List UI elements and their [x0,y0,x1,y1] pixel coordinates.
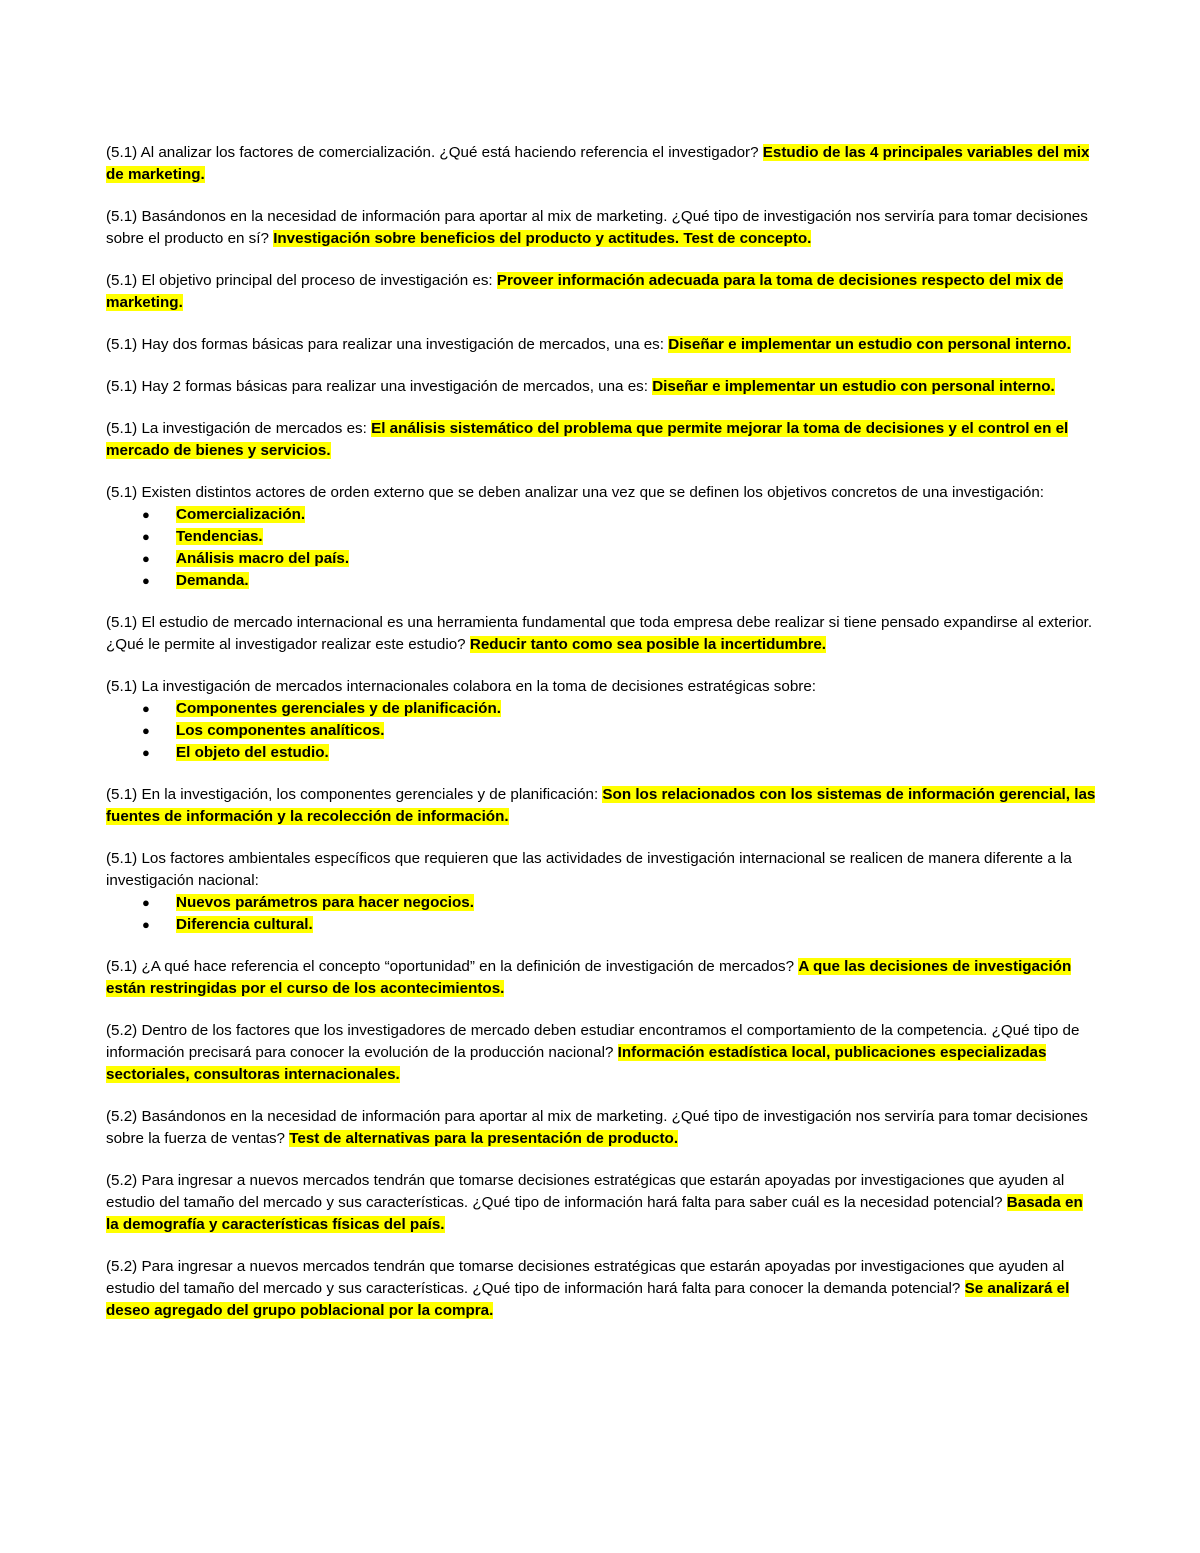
list-item [142,570,1096,592]
qa-item [106,956,1096,1000]
question-text: (5.1) La investigación de mercados internacionales colabora en la toma de decisiones estratégicas sobre: [106,678,817,695]
qa-item [106,1106,1096,1150]
qa-item [106,848,1096,936]
question-text: (5.1) Existen distintos actores de orden externo que se deben analizar una vez que se definen los objetivos concretos de una investigación: [106,484,1044,501]
bullet-icon: ● [142,917,150,932]
highlighted-answer: Son los relacionados con los sistemas de información gerencial, las fuentes de información y la recolección de información. [106,786,1096,825]
qa-item [106,1256,1096,1322]
question-text: (5.2) Para ingresar a nuevos mercados tendrán que tomarse decisiones estratégicas que estarán apoyadas por investigaciones que ayuden al estudio del tamaño del mercado y sus características. ¿Qué tipo de información hará falta para conocer la demanda potencial? [106,1258,1065,1297]
highlighted-answer: Análisis macro del país. [176,550,350,567]
question-text: (5.1) En la investigación, los componentes gerenciales y de planificación: [106,786,599,803]
question-text: (5.2) Basándonos en la necesidad de información para aportar al mix de marketing. ¿Qué tipo de investigación nos serviría para tomar decisiones sobre la fuerza de ventas? [106,1108,1088,1147]
answer-list [106,698,1096,764]
bullet-icon: ● [142,573,150,588]
bullet-icon: ● [142,507,150,522]
highlighted-answer: Basada en la demografía y características físicas del país. [106,1194,1083,1233]
highlighted-answer: Diferencia cultural. [176,916,313,933]
bullet-icon: ● [142,551,150,566]
highlighted-answer: A que las decisiones de investigación están restringidas por el curso de los acontecimientos. [106,958,1072,997]
question-text: (5.1) Basándonos en la necesidad de información para aportar al mix de marketing. ¿Qué tipo de investigación nos serviría para tomar decisiones sobre el producto en sí? [106,208,1088,247]
document-page [106,142,1096,1342]
highlighted-answer: Proveer información adecuada para la toma de decisiones respecto del mix de marketing. [106,272,1064,311]
highlighted-answer: Tendencias. [176,528,263,545]
highlighted-answer: El análisis sistemático del problema que permite mejorar la toma de decisiones y el control en el mercado de bienes y servicios. [106,420,1069,459]
list-item [142,720,1096,742]
question-text: (5.2) Dentro de los factores que los investigadores de mercado deben estudiar encontramos el comportamiento de la competencia. ¿Qué tipo de información precisará para conocer la evolución de la producción nacional? [106,1022,1080,1061]
list-item [142,504,1096,526]
qa-item [106,270,1096,314]
qa-item [106,1170,1096,1236]
qa-item [106,612,1096,656]
highlighted-answer: Comercialización. [176,506,306,523]
qa-item [106,334,1096,356]
list-item [142,526,1096,548]
question-text: (5.1) La investigación de mercados es: [106,420,367,437]
highlighted-answer: Demanda. [176,572,249,589]
question-text: (5.1) Los factores ambientales específicos que requieren que las actividades de investigación internacional se realicen de manera diferente a la investigación nacional: [106,850,1072,889]
highlighted-answer: Componentes gerenciales y de planificación. [176,700,501,717]
qa-item [106,1020,1096,1086]
list-item [142,742,1096,764]
question-text: (5.2) Para ingresar a nuevos mercados tendrán que tomarse decisiones estratégicas que estarán apoyadas por investigaciones que ayuden al estudio del tamaño del mercado y sus características. ¿Qué tipo de información hará falta para saber cuál es la necesidad potencial? [106,1172,1065,1211]
bullet-icon: ● [142,701,150,716]
question-text: (5.1) Hay 2 formas básicas para realizar una investigación de mercados, una es: [106,378,648,395]
qa-item [106,676,1096,764]
qa-item [106,376,1096,398]
highlighted-answer: Diseñar e implementar un estudio con personal interno. [668,336,1071,353]
highlighted-answer: Los componentes analíticos. [176,722,385,739]
list-item [142,914,1096,936]
highlighted-answer: Información estadística local, publicaciones especializadas sectoriales, consultoras internacionales. [106,1044,1047,1083]
question-text: (5.1) El objetivo principal del proceso de investigación es: [106,272,493,289]
qa-item [106,784,1096,828]
highlighted-answer: Test de alternativas para la presentación de producto. [289,1130,679,1147]
highlighted-answer: Nuevos parámetros para hacer negocios. [176,894,474,911]
qa-item [106,206,1096,250]
qa-item [106,142,1096,186]
highlighted-answer: Reducir tanto como sea posible la incertidumbre. [469,636,827,653]
bullet-icon: ● [142,895,150,910]
bullet-icon: ● [142,745,150,760]
bullet-icon: ● [142,529,150,544]
list-item [142,698,1096,720]
question-text: (5.1) Al analizar los factores de comercialización. ¿Qué está haciendo referencia el investigador? [106,144,759,161]
highlighted-answer: Estudio de las 4 principales variables del mix de marketing. [106,144,1090,183]
highlighted-answer: Investigación sobre beneficios del producto y actitudes. Test de concepto. [273,230,812,247]
qa-item [106,482,1096,592]
highlighted-answer: Se analizará el deseo agregado del grupo poblacional por la compra. [106,1280,1070,1319]
question-text: (5.1) ¿A qué hace referencia el concepto “oportunidad” en la definición de investigación de mercados? [106,958,795,975]
list-item [142,548,1096,570]
question-text: (5.1) El estudio de mercado internacional es una herramienta fundamental que toda empresa debe realizar si tiene pensado expandirse al exterior. ¿Qué le permite al investigador realizar este estudio? [106,614,1093,653]
list-item [142,892,1096,914]
highlighted-answer: El objeto del estudio. [176,744,329,761]
qa-item [106,418,1096,462]
question-text: (5.1) Hay dos formas básicas para realizar una investigación de mercados, una es: [106,336,664,353]
answer-list [106,892,1096,936]
answer-list [106,504,1096,592]
bullet-icon: ● [142,723,150,738]
highlighted-answer: Diseñar e implementar un estudio con personal interno. [652,378,1055,395]
